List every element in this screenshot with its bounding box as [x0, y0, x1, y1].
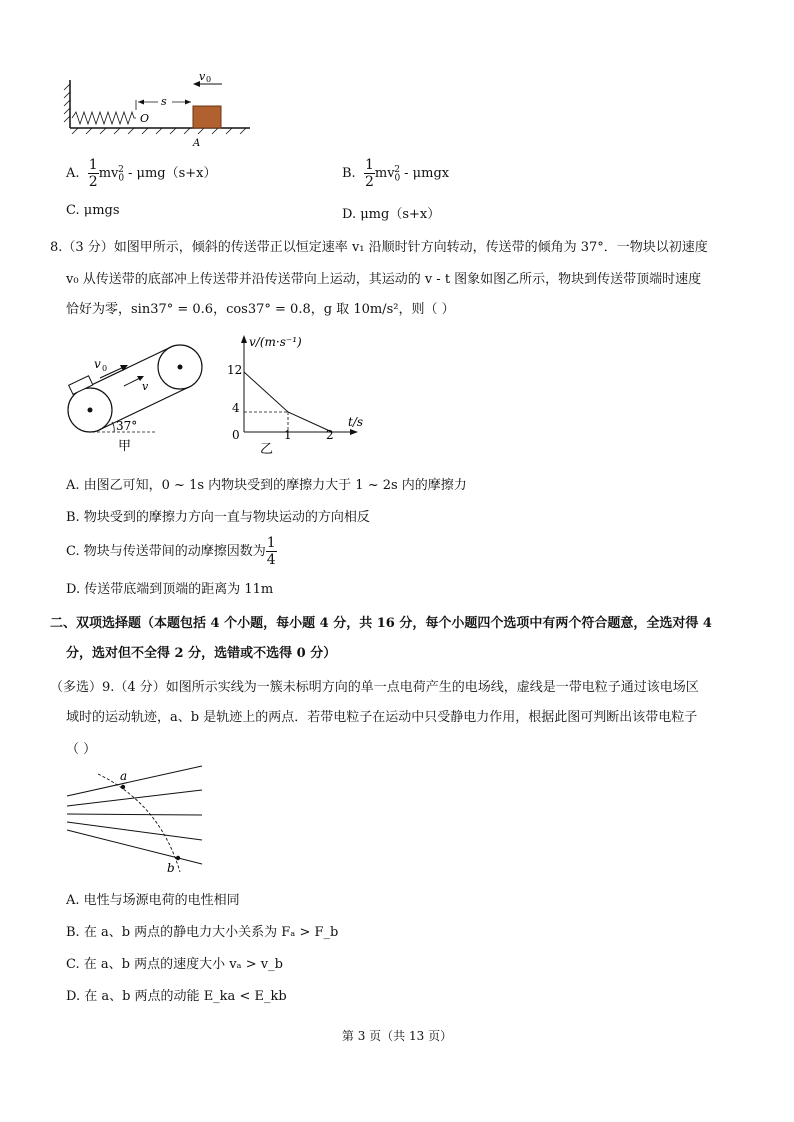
q7-option-a[interactable]: A. $\frac{1}{2}$ $mv_0^2 - \mu mg(s+x)$ [66, 157, 217, 190]
vt-tick-4: 4 [232, 401, 240, 415]
section2-heading-line1: 二、双项选择题（本题包括 4 个小题，每小题 4 分，共 16 分，每个小题四个选项中有两个符合题意，全选对得 4 [50, 616, 712, 631]
page-footer: 第 3 页（共 13 页） [341, 1029, 453, 1043]
q8-stem-line2: v₀ 从传送带的底部冲上传送带并沿传送带向上运动，其运动的 v - t 图象如图乙所示，物块到传送带顶端时速度 [66, 272, 702, 287]
s-label: s [161, 95, 167, 108]
O-label: O [140, 112, 150, 125]
jia-v0-sub: 0 [102, 364, 108, 373]
q7-spring-figure [60, 70, 260, 150]
jia-v: v [142, 380, 149, 393]
vt-ylabel: v/(m·s⁻¹) [249, 335, 302, 349]
q8-stem-line1: 8.（3 分）如图甲所示，倾斜的传送带正以恒定速率 v₁ 沿顺时针方向转动，传送带的倾角为 37°．一物块以初速度 [50, 240, 708, 255]
vt-tick-12: 12 [227, 363, 243, 377]
v0-sub: 0 [206, 75, 212, 84]
q9-stem-line2: 域时的运动轨迹，a、b 是轨迹上的两点．若带电粒子在运动中只受静电力作用，根据此图可判断出该带电粒子 [66, 710, 698, 725]
q8-option-b[interactable]: B. 物块受到的摩擦力方向一直与物块运动的方向相反 [66, 510, 370, 525]
q8-option-a[interactable]: A. 由图乙可知，0 ~ 1s 内物块受到的摩擦力大于 1 ~ 2s 内的摩擦力 [66, 478, 467, 493]
section2-heading-line2: 分，选对但不全得 2 分，选错或不选得 0 分） [66, 646, 337, 661]
q8-conveyor-figure [62, 340, 212, 460]
q8-option-c[interactable]: C. 物块与传送带间的动摩擦因数为 $\frac{1}{4}$ [66, 535, 276, 568]
jia-v0: v [94, 357, 101, 371]
q9-stem-line3: （ ） [66, 742, 97, 757]
q9-field-figure [62, 760, 212, 880]
q7-b-fraction: $\frac{1}{2}$ [364, 157, 374, 190]
q9-stem-line1: （多选）9.（4 分）如图所示实线为一簇未标明方向的单一点电荷产生的电场线，虚线是一带电粒子通过该电场区 [50, 680, 699, 695]
point-b-label: b [167, 861, 175, 875]
q9-option-a[interactable]: A. 电性与场源电荷的电性相同 [66, 893, 240, 908]
q9-option-c[interactable]: C. 在 a、b 两点的速度大小 vₐ > v_b [66, 957, 283, 972]
q8-stem-line3: 恰好为零，sin37° = 0.6，cos37° = 0.8，g 取 10m/s²，则（ ） [66, 302, 455, 317]
q8-vt-graph [222, 330, 382, 460]
q9-option-b[interactable]: B. 在 a、b 两点的静电力大小关系为 Fₐ > F_b [66, 925, 339, 940]
vt-tick-1: 1 [284, 428, 292, 442]
q7-option-d[interactable]: D. μmg（s+x） [342, 207, 441, 222]
q7-option-c[interactable]: C. μmgs [66, 203, 120, 218]
jia-angle: 37° [116, 419, 138, 433]
vt-origin: 0 [232, 428, 240, 442]
v0-label: v [199, 70, 206, 83]
vt-xlabel: t/s [348, 415, 364, 429]
q9-option-d[interactable]: D. 在 a、b 两点的动能 E_ka < E_kb [66, 989, 287, 1004]
A-label: A [193, 138, 201, 149]
jia-caption: 甲 [118, 439, 132, 454]
vt-tick-2: 2 [326, 428, 334, 442]
q8-option-d[interactable]: D. 传送带底端到顶端的距离为 11m [66, 582, 274, 597]
q8-c-fraction: $\frac{1}{4}$ [266, 535, 276, 568]
q7-option-b[interactable]: B. $\frac{1}{2}$ $mv_0^2$ - μmgx [342, 157, 450, 190]
q7-a-fraction: $\frac{1}{2}$ [88, 157, 98, 190]
yi-caption: 乙 [260, 442, 274, 457]
point-a-label: a [120, 769, 128, 783]
